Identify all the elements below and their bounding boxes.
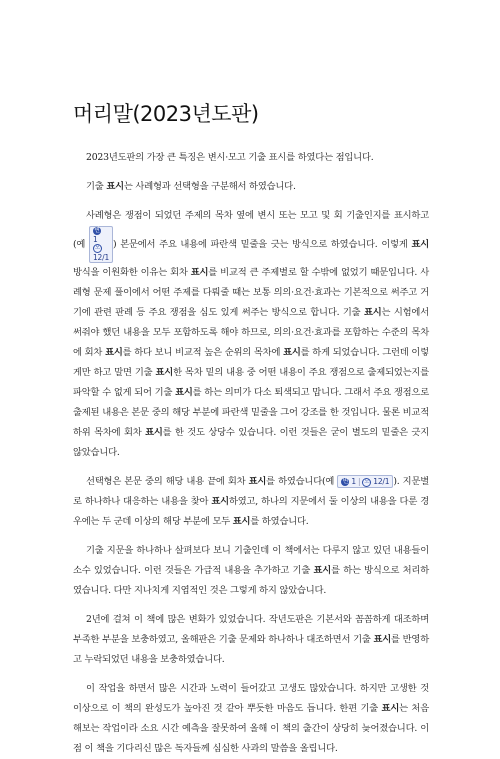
text: 를 한 것도 상당수 있습니다. 이런 것들은 굳이 별도의 밑줄은 긋지 않았습니다. [73,427,429,458]
mock-exam-badge-icon: 모 [94,245,101,251]
paragraph-4 [73,472,429,532]
badge-line-2: 모 12/1 [92,245,110,262]
emphasis: 표시 [313,565,332,576]
text: 2023년도판의 가장 큰 특징은 변시·모고 기출 표시를 하였다는 점입니다. [86,152,374,163]
page-title: 머리말(2023년도판) [73,102,259,126]
text: ). 지문별로 하나하나 대응하는 내용을 찾아 [73,476,430,507]
text: 를 하였습니다. [250,516,309,527]
emphasis: 표시 [145,427,163,438]
emphasis: 표시 [106,181,124,192]
emphasis: 표시 [283,347,301,358]
emphasis: 표시 [363,307,382,318]
text: 를 하게 되었습니다. 그런데 이렇게만 하고 말면 기출 [73,347,429,378]
case-example-badge [89,226,113,263]
paragraph-7 [73,679,429,759]
badge-line-1: 변 1 [92,227,100,244]
emphasis: 표시 [105,347,123,358]
text: 를 반영하고 누락되었던 내용을 보충하였습니다. [73,634,429,665]
emphasis: 표시 [381,703,400,714]
emphasis: 표시 [373,634,392,645]
paragraph-5 [73,541,429,601]
text: 는 사례형과 선택형을 구분해서 하였습니다. [123,181,296,192]
text: ) 본문에서 주요 내용에 파란색 밑줄을 긋는 방식으로 하였습니다. 이렇게 [113,239,412,250]
text: 한 목차 밑의 내용 중 어떤 내용이 주요 쟁점으로 출제되었는지를 파악할 수 없게 되어 기출 [73,367,429,398]
text: 를 하다 보니 비교적 높은 순위의 목차에 [122,347,284,358]
text: 를 하는 방식으로 처리하였습니다. 다만 지나치게 지엽적인 것은 그렇게 하지 않았습니다. [73,565,429,596]
mock-exam-badge-icon: 모 [364,478,370,485]
text: 선택형은 본문 중의 해당 내용 끝에 회차 [86,476,249,487]
text: 이 작업을 하면서 많은 시간과 노력이 들어갔고 고생도 많았습니다. 하지만 고생한 것 이상으로 이 책의 완성도가 높아진 것 같아 뿌듯한 마음도 듭니다. 한편 기출 [73,683,429,714]
paragraph-3 [73,206,429,463]
text: 사례형은 쟁점이 되었던 주제의 목차 옆에 변시 또는 모고 및 회 기출인지를 표시하고 (예 [73,210,429,250]
emphasis: 표시 [190,267,209,278]
text: 하였고, 하나의 지문에서 둘 이상의 내용을 다룬 경우에는 두 군데 이상의 해당 부분에 모두 [73,496,429,527]
text: 를 하는 의미가 다소 퇴색되고 맙니다. 그래서 주요 쟁점으로 출제된 내용은 본문 중의 해당 부분에 파란색 밑줄을 그어 강조를 한 것입니다. 물론 비교적 하위 목차에 회차 [73,387,429,438]
text: 는 처음 해보는 작업이라 소요 시간 예측을 잘못하여 올해 이 책의 출간이 상당히 늦어졌습니다. 이 점 이 책을 기다리신 많은 독자들께 심심한 사과의 말씀을 올립니다. [73,703,429,754]
text: 방식을 이원화한 이유는 회차 [73,267,191,278]
bar-exam-badge-icon: 변 [342,478,349,485]
text: 2년에 걸쳐 이 책에 많은 변화가 있었습니다. 작년도판은 기본서와 꼼꼼하게 대조하며 부족한 부분을 보충하였고, 올해판은 기출 문제와 하나하나 대조하면서 기출 [73,614,429,645]
paragraph-6 [73,610,429,670]
text: 기출 [86,181,107,192]
emphasis: 표시 [155,367,174,378]
emphasis: 표시 [411,239,429,250]
emphasis: 표시 [175,387,193,398]
text: 를 비교적 큰 주제별로 할 수밖에 없었기 때문입니다. 사례형 문제 풀이에서 어떤 주제를 다뤄줄 때는 보통 의의·요건·효과는 기본적으로 써주고 거기에 관련 판례 등 주요 쟁점을 심도 있게 써주는 방식으로 합니다. 기출 [73,267,429,318]
emphasis: 표시 [248,476,267,487]
bar-exam-badge-icon: 변 [94,227,100,234]
choice-example-badge: 변 1 | 모 12/1 [337,475,393,488]
text: 를 하였습니다(예 [266,476,338,487]
text: 기출 지문을 하나하나 살펴보다 보니 기출인데 이 책에서는 다루지 않고 있던 내용들이 소수 있었습니다. 이런 것들은 가급적 내용을 추가하고 기출 [73,545,429,576]
preface-body [73,148,429,759]
emphasis: 표시 [211,496,229,507]
text: 는 시험에서 써줘야 했던 내용을 모두 포함하도록 해야 하므로, 의의·요건·효과를 포함하는 수준의 목차에 회차 [73,307,429,358]
paragraph-2 [73,177,429,197]
paragraph-1 [73,148,429,168]
emphasis: 표시 [232,516,251,527]
